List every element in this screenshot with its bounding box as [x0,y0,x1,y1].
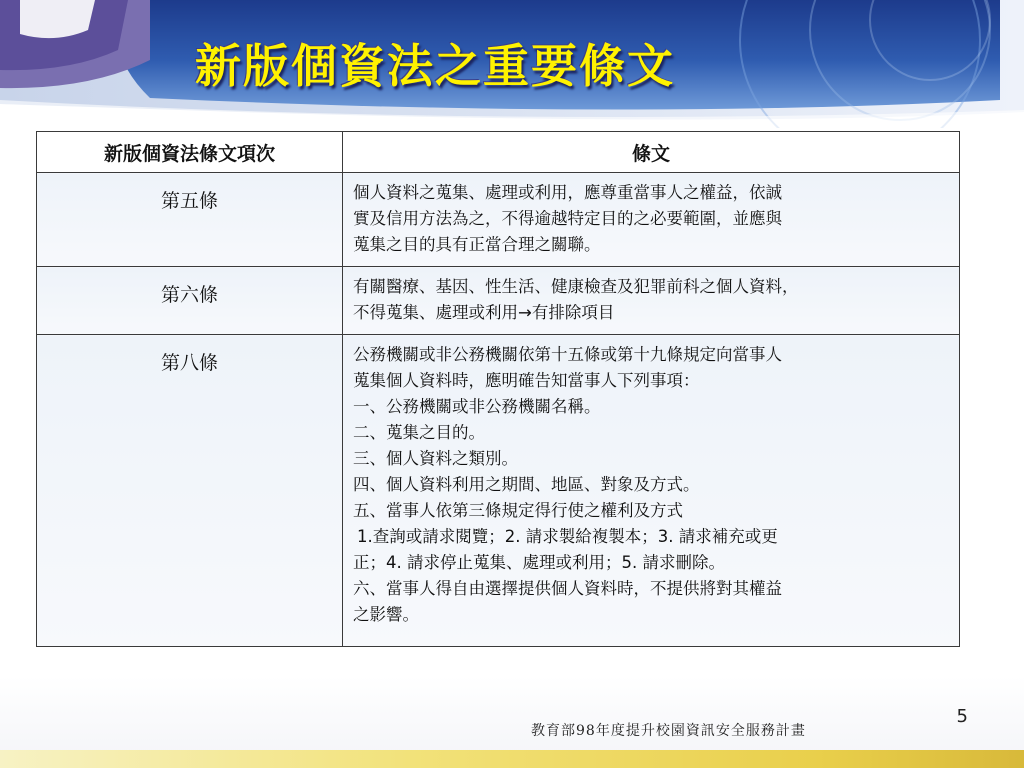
clause-text [343,173,960,267]
clause-line: 五、當事人依第三條規定得行使之權利及方式 [353,501,683,520]
page-number: 5 [956,706,968,727]
clause-line: 個人資料之蒐集、處理或利用，應尊重當事人之權益，依誠 [353,183,782,202]
table-row [37,267,960,335]
table-header-row [37,132,960,173]
clause-line: 實及信用方法為之，不得逾越特定目的之必要範圍，並應與 [353,209,782,228]
clause-line: 有關醫療、基因、性生活、健康檢查及犯罪前科之個人資料， [353,277,799,296]
clause-line: 蒐集個人資料時，應明確告知當事人下列事項： [353,371,700,390]
clause-line: 四、個人資料利用之期間、地區、對象及方式。 [353,475,700,494]
clause-line: 蒐集之目的具有正當合理之關聯。 [353,235,601,254]
slide-title: 新版個資法之重要條文 [195,39,675,93]
clause-number: 第六條 [37,267,343,335]
title-banner [0,0,1024,128]
column-header-clause: 條文 [343,132,960,173]
clause-line: 六、當事人得自由選擇提供個人資料時，不提供將對其權益 [353,579,782,598]
clauses-table [36,131,960,647]
table-row [37,173,960,267]
footer-bar [0,750,1024,768]
clause-line: 三、個人資料之類別。 [353,449,518,468]
table-row [37,335,960,647]
clause-number: 第五條 [37,173,343,267]
clause-line: 一、公務機關或非公務機關名稱。 [353,397,601,416]
clause-line: 公務機關或非公務機關依第十五條或第十九條規定向當事人 [353,345,782,364]
clause-line: 1.查詢或請求閱覽；2. 請求製給複製本；3. 請求補充或更 [357,527,778,546]
clause-text [343,267,960,335]
column-header-item: 新版個資法條文項次 [37,132,343,173]
clauses-table-container [36,131,959,647]
footer-text: 教育部98年度提升校園資訊安全服務計畫 [531,723,806,739]
clause-text [343,335,960,647]
clause-line: 不得蒐集、處理或利用→有排除項目 [353,303,615,322]
clause-line: 二、蒐集之目的。 [353,423,485,442]
clause-line: 正；4. 請求停止蒐集、處理或利用；5. 請求刪除。 [353,553,725,572]
clause-line: 之影響。 [353,605,419,624]
clause-number: 第八條 [37,335,343,647]
